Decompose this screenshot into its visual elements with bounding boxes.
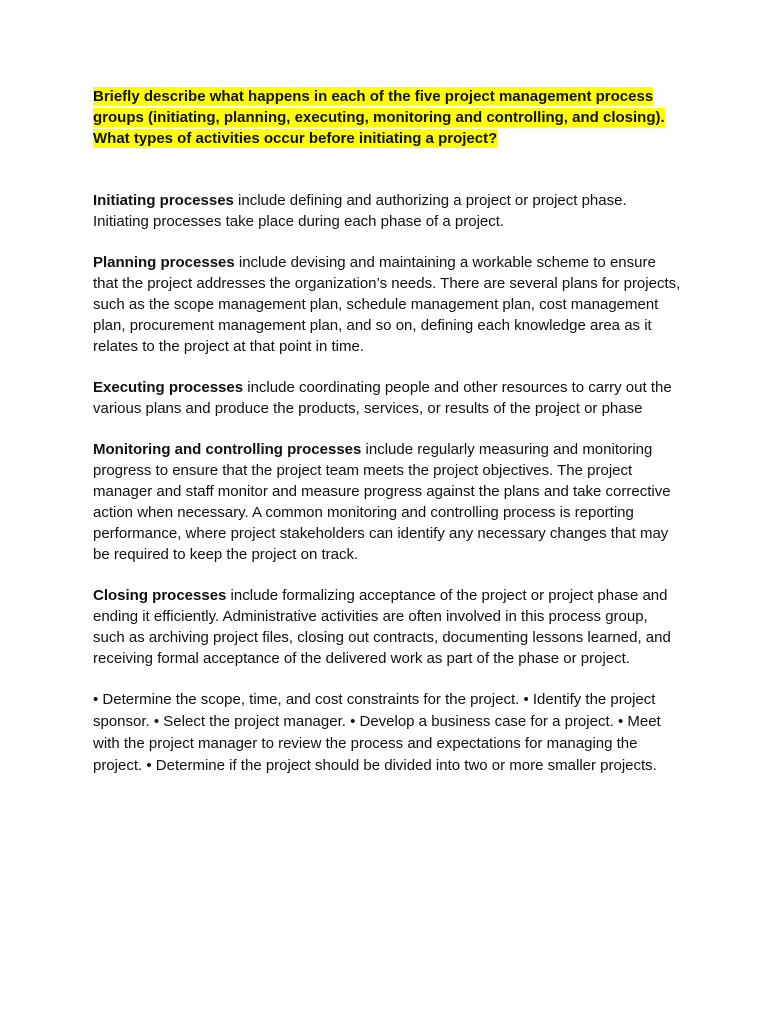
section-text: include regularly measuring and monitoring progress to ensure that the project team meets the project objectives. The project manager and staff monitor and measure progress against the plans and take corrective action when necessary. A common monitoring and controlling process is reporting performance, where project stakeholders can identify any necessary changes that may be required to keep the project on track.: [93, 441, 671, 563]
section-text: include devising and maintaining a workable scheme to ensure that the project addresses the organization’s needs. There are several plans for projects, such as the scope management plan, schedule management plan, cost management plan, procurement management plan, and so on, defining each knowledge area as it relates to the project at that point in time.: [93, 254, 681, 355]
section-term: Monitoring and controlling processes: [93, 441, 362, 458]
document-page: [93, 86, 683, 777]
section-term: Initiating processes: [93, 192, 234, 209]
section-text: include formalizing acceptance of the project or project phase and ending it efficiently. Administrative activities are often involved in this process group, such as archiving project files, closing out contracts, documenting lessons learned, and receiving formal acceptance of the delivered work as part of the phase or project.: [93, 587, 671, 667]
section-planning: [93, 252, 683, 357]
section-term: Executing processes: [93, 379, 244, 396]
section-term: Planning processes: [93, 254, 235, 271]
pre-initiation-activities: • Determine the scope, time, and cost constraints for the project. • Identify the project sponsor. • Select the project manager. • Develop a business case for a project. • Meet with the project manager to review the process and expectations for managing the project. • Determine if the project should be divided into two or more smaller projects.: [93, 691, 661, 774]
section-closing: [93, 585, 683, 669]
section-text: include coordinating people and other resources to carry out the various plans and produce the products, services, or results of the project or phase: [93, 379, 672, 417]
section-initiating: [93, 190, 683, 232]
section-text: include defining and authorizing a project or project phase. Initiating processes take place during each phase of a project.: [93, 192, 627, 230]
section-term: Closing processes: [93, 587, 227, 604]
section-executing: [93, 377, 683, 419]
question-highlight: Briefly describe what happens in each of the five project management process groups (initiating, planning, executing, monitoring and controlling, and closing). What types of activities occur before initiating a project?: [93, 88, 665, 147]
question-text: [93, 86, 683, 149]
section-monitoring-controlling: [93, 439, 683, 565]
